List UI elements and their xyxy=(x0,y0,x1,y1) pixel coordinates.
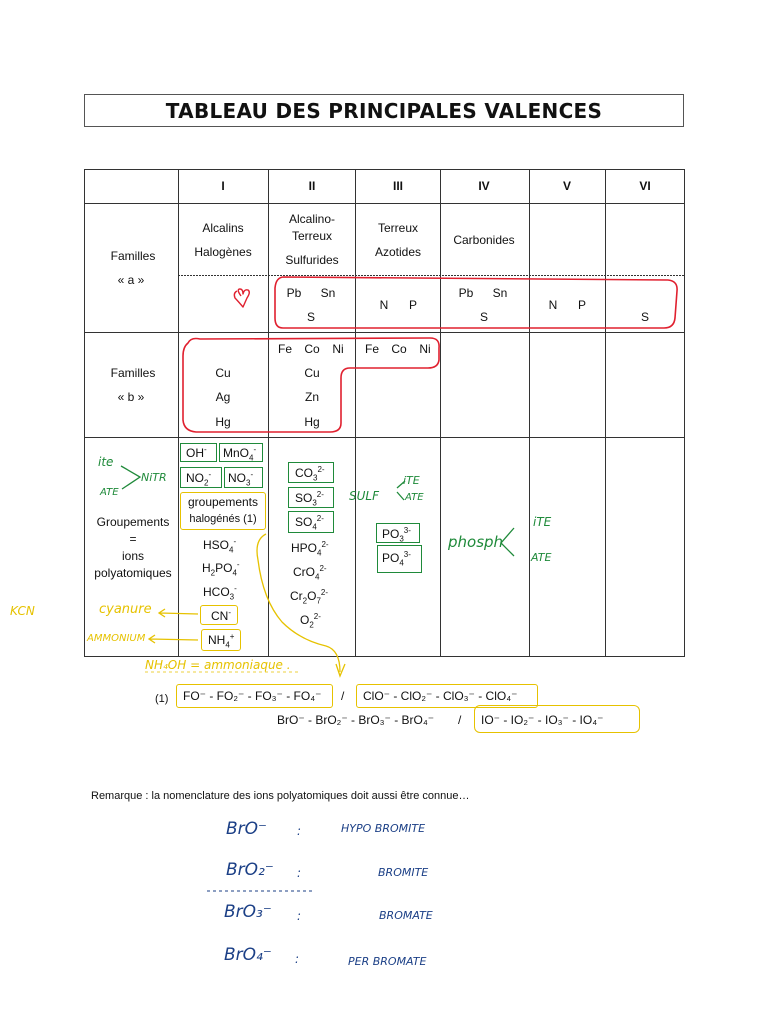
element-fe-col3: Fe xyxy=(364,342,380,356)
row-label-equals: = xyxy=(129,532,137,546)
family-azotides: Azotides xyxy=(374,245,422,259)
formula-bro2: BrO₂⁻ xyxy=(226,860,274,880)
ion-no3: $NO_3^-$ xyxy=(228,470,254,488)
note-ite-nitr: ite xyxy=(98,455,114,469)
family-alcalins: Alcalins xyxy=(202,221,244,235)
element-co-col2: Co xyxy=(304,342,320,356)
col-header-3: III xyxy=(392,179,404,193)
element-ni-col2: Ni xyxy=(332,342,344,356)
formula-bro4: BrO₄⁻ xyxy=(224,945,272,965)
element-pb-col2: Pb xyxy=(286,286,302,300)
name-bro3: BROMATE xyxy=(379,909,433,922)
col-header-4: IV xyxy=(478,179,490,193)
family-alcalino: Alcalino- xyxy=(288,212,336,226)
brome-series: BrO⁻ - BrO₂⁻ - BrO₃⁻ - BrO₄⁻ xyxy=(277,713,435,727)
family-terreux-3: Terreux xyxy=(377,221,419,235)
element-n-col5: N xyxy=(548,298,558,312)
page-title: TABLEAU DES PRINCIPALES VALENCES xyxy=(165,98,603,123)
col-header-5: V xyxy=(562,179,572,193)
ion-so3: $SO_3^{2-}$ xyxy=(295,490,324,508)
element-s-col4: S xyxy=(479,310,489,324)
element-pb-col4: Pb xyxy=(458,286,474,300)
element-p-col3: P xyxy=(408,298,418,312)
note-ite-phosph: iTE xyxy=(533,515,552,529)
element-sn-col2: Sn xyxy=(320,286,336,300)
halogenes-label: halogénés (1) xyxy=(189,513,257,525)
ion-cro4: CrO$_4^{2-}$ xyxy=(293,564,327,582)
ion-hpo4: $HPO_4^{2-}$ xyxy=(291,540,329,558)
col-header-2: II xyxy=(308,179,316,193)
row-label-groupements: Groupements xyxy=(96,515,170,529)
name-bro: HYPO BROMITE xyxy=(341,822,426,835)
ion-po3: $PO_3^{3-}$ xyxy=(382,526,411,544)
note-sulf: SULF xyxy=(349,489,379,503)
row-label-polyatomiques: polyatomiques xyxy=(94,566,172,580)
row-label-familles-a: Familles xyxy=(110,249,156,263)
element-hg-col1: Hg xyxy=(215,415,231,429)
note-ite-sulf: iTE xyxy=(403,474,420,487)
col-header-6: VI xyxy=(639,179,651,193)
slash-1: / xyxy=(341,689,345,703)
ion-so4: $SO_4^{2-}$ xyxy=(295,514,324,532)
name-bro4: PER BROMATE xyxy=(348,955,427,968)
element-co-col3: Co xyxy=(391,342,407,356)
note-cyanure: cyanure xyxy=(99,602,152,617)
ion-no2: $NO_2^-$ xyxy=(186,470,212,488)
ion-nh4: $NH_4^+$ xyxy=(208,632,235,650)
ion-mno4: MnO$_4$- xyxy=(223,445,257,463)
remarque-text: Remarque : la nomenclature des ions polyatomiques doit aussi être connue… xyxy=(91,790,470,802)
row-label-familles-b: Familles xyxy=(110,366,156,380)
ion-po4: $PO_4^{3-}$ xyxy=(382,550,411,568)
element-p-col5: P xyxy=(577,298,587,312)
ion-co3: $CO_3^{2-}$ xyxy=(295,465,325,483)
ion-hco3: $HCO_3^-$ xyxy=(203,584,237,602)
name-bro2: BROMITE xyxy=(378,866,429,879)
formula-bro3: BrO₃⁻ xyxy=(224,902,272,922)
fluor-series: FO⁻ - FO₂⁻ - FO₃⁻ - FO₄⁻ xyxy=(183,689,322,703)
col-header-1: I xyxy=(221,179,225,193)
sep-bro3: : xyxy=(297,909,302,923)
slash-2: / xyxy=(458,713,462,727)
ion-hso4: $HSO_4^-$ xyxy=(203,537,237,555)
element-ag-col1: Ag xyxy=(215,390,231,404)
ion-h2po4: $H_2PO_4^-$ xyxy=(202,560,240,578)
family-halogenes: Halogènes xyxy=(194,245,252,259)
element-cu-col1: Cu xyxy=(215,366,231,380)
element-ni-col3: Ni xyxy=(419,342,431,356)
formula-bro: BrO⁻ xyxy=(226,819,268,839)
element-sn-col4: Sn xyxy=(492,286,508,300)
chlore-series: ClO⁻ - ClO₂⁻ - ClO₃⁻ - ClO₄⁻ xyxy=(363,689,518,703)
row-label-b-marker: « b » xyxy=(117,390,145,404)
family-carbonides: Carbonides xyxy=(453,233,515,247)
note-ate-sulf: ATE xyxy=(405,492,424,503)
note-ate-nitr: ATE xyxy=(100,487,119,498)
halogen-series-marker: (1) xyxy=(155,693,169,705)
ion-cr2o7: $Cr_2O_7^{2-}$ xyxy=(290,588,329,606)
row-label-ions: ions xyxy=(121,549,145,563)
iode-series: IO⁻ - IO₂⁻ - IO₃⁻ - IO₄⁻ xyxy=(481,713,604,727)
element-s-col6: S xyxy=(640,310,650,324)
note-ammoniaque: NH₄OH = ammoniaque . xyxy=(145,658,291,672)
element-fe-col2: Fe xyxy=(277,342,293,356)
note-phosph: phosph xyxy=(448,533,504,551)
sep-bro: : xyxy=(297,824,302,838)
groupements-label: groupements xyxy=(187,495,259,509)
family-sulfurides: Sulfurides xyxy=(285,253,339,267)
ion-o2: $O_2^{2-}$ xyxy=(300,612,321,630)
element-n-col3: N xyxy=(379,298,389,312)
note-nitr: NiTR xyxy=(141,471,167,484)
element-hg-col2: Hg xyxy=(304,415,320,429)
element-s-col2: S xyxy=(306,310,316,324)
sep-bro4: : xyxy=(295,952,300,966)
note-kcn: KCN xyxy=(10,604,35,618)
row-label-a-marker: « a » xyxy=(117,273,145,287)
note-ammonium: AMMONIUM xyxy=(87,633,146,644)
note-ate-phosph: ATE xyxy=(531,551,552,564)
sep-bro2: : xyxy=(297,866,302,880)
ion-cn: CN- xyxy=(211,608,232,623)
element-cu-col2: Cu xyxy=(304,366,320,380)
element-zn-col2: Zn xyxy=(304,390,320,404)
ion-oh: OH- xyxy=(186,445,207,460)
family-terreux-2: Terreux xyxy=(291,229,333,243)
